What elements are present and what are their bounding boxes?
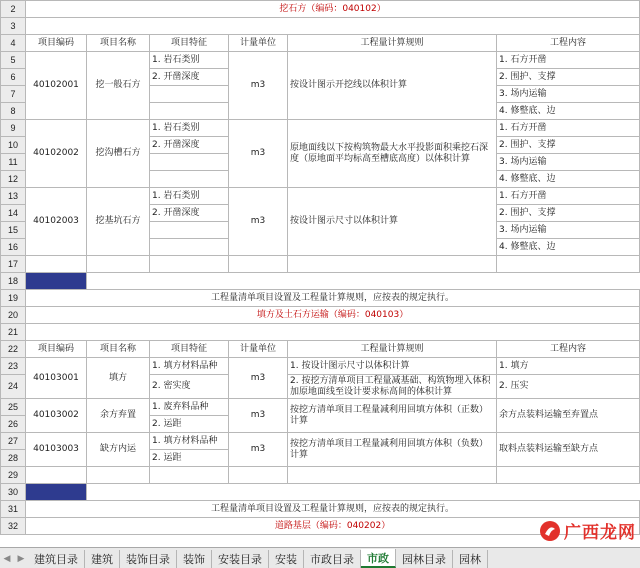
- content-cell[interactable]: 1. 填方: [497, 358, 640, 375]
- tab-scroll-next-button[interactable]: ▶: [17, 554, 25, 564]
- row-header[interactable]: 26: [1, 416, 26, 433]
- tab-zhuangshi-mulu[interactable]: 装饰目录: [120, 550, 177, 568]
- content-cell[interactable]: 1. 石方开凿: [497, 52, 640, 69]
- item-name-cell[interactable]: 挖基坑石方: [87, 188, 150, 256]
- row-header[interactable]: 12: [1, 171, 26, 188]
- row-header[interactable]: 16: [1, 239, 26, 256]
- empty-cell[interactable]: [150, 467, 229, 484]
- watermark: [539, 518, 636, 543]
- feature-cell[interactable]: 2. 运距: [150, 450, 229, 467]
- feature-cell[interactable]: 2. 运距: [150, 416, 229, 433]
- row-header[interactable]: 29: [1, 467, 26, 484]
- rule-cell[interactable]: 按挖方清单项目工程量减利用回填方体积（负数）计算: [288, 433, 497, 467]
- item-name-cell[interactable]: 缺方内运: [87, 433, 150, 467]
- feature-cell-empty[interactable]: [150, 86, 229, 103]
- header-unit[interactable]: 计量单位: [229, 341, 288, 358]
- feature-cell[interactable]: 1. 填方材料品种: [150, 433, 229, 450]
- tab-yuanlin-mulu[interactable]: 园林目录: [396, 550, 453, 568]
- content-cell[interactable]: 4. 修整底、边: [497, 239, 640, 256]
- content-cell[interactable]: 余方点装料运输至弃置点: [497, 399, 640, 433]
- empty-cell[interactable]: [288, 273, 497, 290]
- row-header[interactable]: 17: [1, 256, 26, 273]
- row-header[interactable]: 28: [1, 450, 26, 467]
- header-content[interactable]: 工程内容: [497, 35, 640, 52]
- content-cell[interactable]: 2. 压实: [497, 375, 640, 399]
- empty-cell[interactable]: [229, 256, 288, 273]
- empty-cell[interactable]: [229, 273, 288, 290]
- feature-cell[interactable]: 2. 开凿深度: [150, 205, 229, 222]
- watermark-logo-icon: [539, 520, 561, 542]
- item-code-cell[interactable]: 40103003: [26, 433, 87, 467]
- row-header[interactable]: 8: [1, 103, 26, 120]
- tab-shizheng-mulu[interactable]: 市政目录: [304, 550, 361, 568]
- content-cell[interactable]: 1. 石方开凿: [497, 120, 640, 137]
- row-header[interactable]: 13: [1, 188, 26, 205]
- item-code-cell[interactable]: 40102002: [26, 120, 87, 188]
- tab-jianzhu-mulu[interactable]: 建筑目录: [28, 550, 85, 568]
- row-header[interactable]: 4: [1, 35, 26, 52]
- row-header[interactable]: 22: [1, 341, 26, 358]
- unit-cell[interactable]: m3: [229, 433, 288, 467]
- header-content[interactable]: 工程内容: [497, 341, 640, 358]
- selected-cell[interactable]: [26, 484, 87, 501]
- sheet-tab-bar: [0, 547, 640, 568]
- unit-cell[interactable]: m3: [229, 188, 288, 256]
- row-header[interactable]: 11: [1, 154, 26, 171]
- section-title[interactable]: 挖石方（编码：040102）: [26, 1, 640, 18]
- rule-cell[interactable]: 按挖方清单项目工程量减利用回填方体积（正数）计算: [288, 399, 497, 433]
- unit-cell[interactable]: m3: [229, 120, 288, 188]
- content-cell[interactable]: 2. 围护、支撑: [497, 205, 640, 222]
- feature-cell[interactable]: 2. 开凿深度: [150, 137, 229, 154]
- feature-cell[interactable]: 2. 密实度: [150, 375, 229, 399]
- item-code-cell[interactable]: 40102001: [26, 52, 87, 120]
- item-name-cell[interactable]: 挖一般石方: [87, 52, 150, 120]
- header-feature[interactable]: 项目特征: [150, 35, 229, 52]
- content-cell[interactable]: 3. 场内运输: [497, 154, 640, 171]
- row-header[interactable]: 23: [1, 358, 26, 375]
- item-name-cell[interactable]: 填方: [87, 358, 150, 399]
- unit-cell[interactable]: m3: [229, 52, 288, 120]
- header-name[interactable]: 项目名称: [87, 35, 150, 52]
- row-header[interactable]: 14: [1, 205, 26, 222]
- feature-cell-empty[interactable]: [150, 222, 229, 239]
- empty-cell[interactable]: [26, 18, 640, 35]
- header-rule[interactable]: 工程量计算规则: [288, 341, 497, 358]
- empty-cell[interactable]: [229, 467, 288, 484]
- row-header[interactable]: 7: [1, 86, 26, 103]
- watermark-text: 广西龙网: [564, 523, 636, 543]
- content-cell[interactable]: 2. 围护、支撑: [497, 69, 640, 86]
- empty-cell[interactable]: [229, 484, 288, 501]
- note-cell[interactable]: 工程量清单项目设置及工程量计算规则，应按表的规定执行。: [26, 290, 640, 307]
- content-cell[interactable]: 4. 修整底、边: [497, 103, 640, 120]
- empty-cell[interactable]: [26, 324, 640, 341]
- empty-cell[interactable]: [497, 273, 640, 290]
- tab-yuanlin[interactable]: 园林: [453, 550, 488, 568]
- empty-cell[interactable]: [288, 467, 497, 484]
- rule-cell[interactable]: 1. 按设计图示尺寸以体积计算: [288, 358, 497, 375]
- header-rule[interactable]: 工程量计算规则: [288, 35, 497, 52]
- empty-cell[interactable]: [26, 256, 87, 273]
- unit-cell[interactable]: m3: [229, 358, 288, 399]
- row-header[interactable]: 32: [1, 518, 26, 535]
- empty-cell[interactable]: [150, 273, 229, 290]
- note-cell[interactable]: 工程量清单项目设置及工程量计算规则，应按表的规定执行。: [26, 501, 640, 518]
- empty-cell[interactable]: [150, 256, 229, 273]
- selected-cell[interactable]: [26, 273, 87, 290]
- header-code[interactable]: 项目编码: [26, 35, 87, 52]
- empty-cell[interactable]: [87, 256, 150, 273]
- row-header[interactable]: 30: [1, 484, 26, 501]
- empty-cell[interactable]: [497, 467, 640, 484]
- tab-anzhuang-mulu[interactable]: 安装目录: [212, 550, 269, 568]
- row-header[interactable]: 9: [1, 120, 26, 137]
- tab-shizheng[interactable]: 市政: [361, 549, 396, 568]
- header-feature[interactable]: 项目特征: [150, 341, 229, 358]
- empty-cell[interactable]: [87, 467, 150, 484]
- row-header[interactable]: 5: [1, 52, 26, 69]
- empty-cell[interactable]: [288, 484, 497, 501]
- unit-cell[interactable]: m3: [229, 399, 288, 433]
- row-header[interactable]: 6: [1, 69, 26, 86]
- item-code-cell[interactable]: 40103001: [26, 358, 87, 399]
- item-name-cell[interactable]: 余方弃置: [87, 399, 150, 433]
- header-name[interactable]: 项目名称: [87, 341, 150, 358]
- feature-cell[interactable]: 2. 开凿深度: [150, 69, 229, 86]
- empty-cell[interactable]: [87, 273, 150, 290]
- tab-jianzhu[interactable]: 建筑: [85, 550, 120, 568]
- rule-cell[interactable]: 原地面线以下按构筑物最大水平投影面积乘挖石深度（原地面平均标高至槽底高度）以体积计算: [288, 120, 497, 188]
- feature-cell[interactable]: 1. 岩石类别: [150, 120, 229, 137]
- header-code[interactable]: 项目编码: [26, 341, 87, 358]
- empty-cell[interactable]: [497, 256, 640, 273]
- empty-cell[interactable]: [288, 256, 497, 273]
- row-header[interactable]: 20: [1, 307, 26, 324]
- row-header[interactable]: 19: [1, 290, 26, 307]
- tab-anzhuang[interactable]: 安装: [269, 550, 304, 568]
- row-header[interactable]: 2: [1, 1, 26, 18]
- empty-cell[interactable]: [497, 484, 640, 501]
- tab-zhuangshi[interactable]: 装饰: [177, 550, 212, 568]
- rule-cell[interactable]: 按设计图示尺寸以体积计算: [288, 188, 497, 256]
- row-header[interactable]: 10: [1, 137, 26, 154]
- feature-cell-empty[interactable]: [150, 171, 229, 188]
- row-header[interactable]: 31: [1, 501, 26, 518]
- feature-cell-empty[interactable]: [150, 103, 229, 120]
- empty-cell[interactable]: [26, 467, 87, 484]
- content-cell[interactable]: 3. 场内运输: [497, 86, 640, 103]
- row-header[interactable]: 3: [1, 18, 26, 35]
- empty-cell[interactable]: [87, 484, 150, 501]
- feature-cell[interactable]: 1. 岩石类别: [150, 188, 229, 205]
- rule-cell[interactable]: 按设计图示开挖线以体积计算: [288, 52, 497, 120]
- header-unit[interactable]: 计量单位: [229, 35, 288, 52]
- feature-cell-empty[interactable]: [150, 154, 229, 171]
- row-header[interactable]: 24: [1, 375, 26, 399]
- row-header[interactable]: 18: [1, 273, 26, 290]
- feature-cell[interactable]: 1. 填方材料品种: [150, 358, 229, 375]
- content-cell[interactable]: 4. 修整底、边: [497, 171, 640, 188]
- item-code-cell[interactable]: 40102003: [26, 188, 87, 256]
- row-header[interactable]: 27: [1, 433, 26, 450]
- row-header[interactable]: 25: [1, 399, 26, 416]
- feature-cell-empty[interactable]: [150, 239, 229, 256]
- row-header[interactable]: 15: [1, 222, 26, 239]
- rule-cell[interactable]: 2. 按挖方清单项目工程量减基础、构筑物埋入体积加原地面线至设计要求标高间的体积计算: [288, 375, 497, 399]
- content-cell[interactable]: 3. 场内运输: [497, 222, 640, 239]
- section-title[interactable]: 填方及土石方运输（编码：040103）: [26, 307, 640, 324]
- item-name-cell[interactable]: 挖沟槽石方: [87, 120, 150, 188]
- content-cell[interactable]: 取料点装料运输至缺方点: [497, 433, 640, 467]
- item-code-cell[interactable]: 40103002: [26, 399, 87, 433]
- tab-scroll-prev-button[interactable]: ◀: [3, 554, 11, 564]
- feature-cell[interactable]: 1. 废弃料品种: [150, 399, 229, 416]
- section-title[interactable]: 道路基层（编码：040202）: [26, 518, 640, 535]
- feature-cell[interactable]: 1. 岩石类别: [150, 52, 229, 69]
- content-cell[interactable]: 2. 围护、支撑: [497, 137, 640, 154]
- empty-cell[interactable]: [150, 484, 229, 501]
- row-header[interactable]: 21: [1, 324, 26, 341]
- content-cell[interactable]: 1. 石方开凿: [497, 188, 640, 205]
